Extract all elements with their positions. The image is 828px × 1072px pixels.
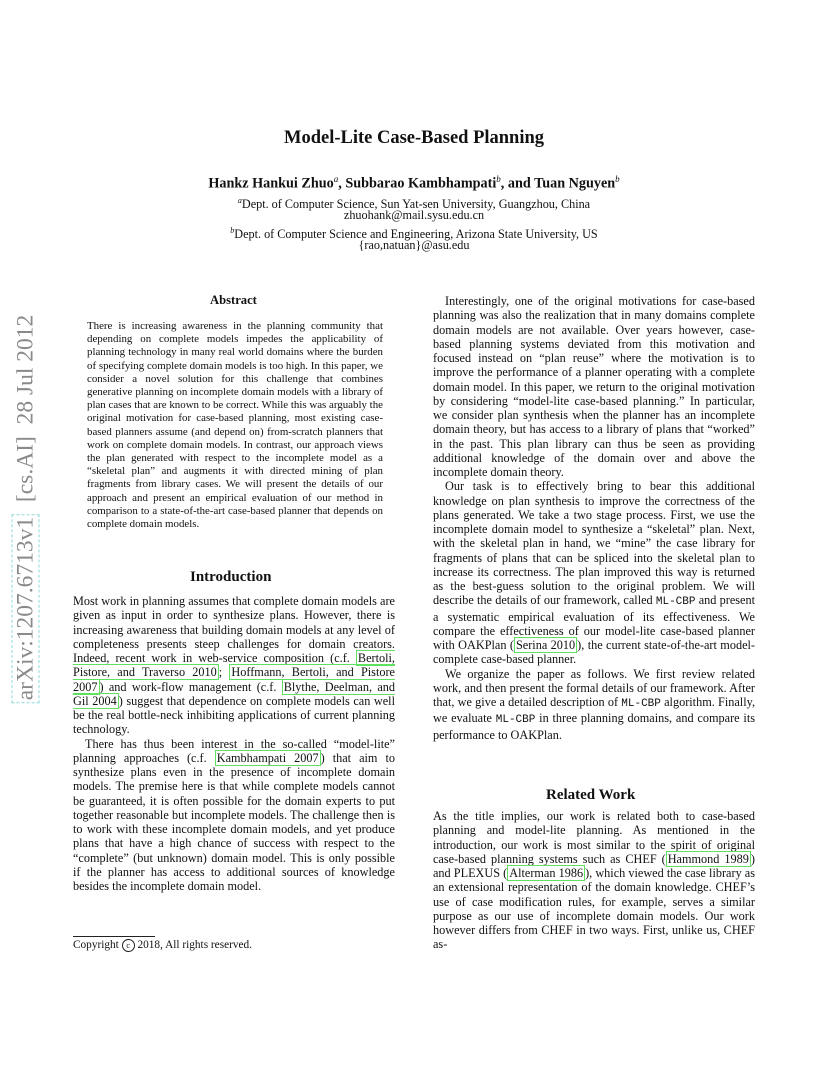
arxiv-category: [cs.AI]: [12, 436, 39, 503]
citation-link[interactable]: Bertoli, Pistore, and Traverso 2010: [73, 651, 395, 680]
text-run: ) suggest that dependence on complete models can well be the real bottle-neck inhibiting applications of current planning technology.: [73, 693, 395, 737]
citation-link[interactable]: Blythe, Deelman, and Gil 2004: [73, 679, 396, 708]
arxiv-date: 28 Jul 2012: [12, 314, 39, 425]
related-work-body: [433, 809, 755, 952]
text-run: Our task is to effectively bring to bear this additional knowledge on plan synthesis to improve the correctness of the plans generated. We take a two stage process. First, we use the incomplete domain model to synthesize a “skeletal” plan. Next, with the skeletal plan in hand, we “mine” the case library for fragments of plans that can be spliced into the skeletal plan to increase its correctness. The plan improved this way is returned as the best-guess solution to the original problem. We will describe the details of our framework, called: [433, 479, 755, 608]
text-run: Most work in planning assumes that complete domain models are given as input in order to synthesize plans. However, there is increasing awareness that building domain models at any level of completeness presents steep challenges for domain creators. Indeed, recent work in web-service composition (c.f.: [73, 594, 395, 665]
email-a: zhuohank@mail.sysu.edu.cn: [343, 208, 485, 222]
paragraph: [433, 809, 755, 952]
affiliation-text: Dept. of Computer Science and Engineering, Arizona State University, US: [234, 227, 598, 242]
citation-link[interactable]: Serina 2010: [515, 638, 576, 652]
introduction-heading: Introduction: [190, 569, 272, 585]
citation-link[interactable]: Alterman 1986: [509, 866, 584, 880]
paragraph: [433, 479, 755, 666]
abstract-heading: Abstract: [210, 293, 257, 307]
paragraph: [73, 594, 395, 737]
text-run: There has thus been interest in the so-called “model-lite” planning approaches (c.f.: [73, 736, 395, 765]
author-affiliation-mark: a: [333, 174, 339, 184]
arxiv-stamp: [13, 315, 40, 704]
text-run: ) that aim to synthesize plans even in the presence of incomplete domain models. The premise here is that while complete models cannot be guaranteed, it is often possible for the domain experts to put together reasonable but incomplete models. The challenge then is to work with these incomplete domain models, and yet produce plans that have a high chance of success with respect to the “complete” (but unknown) domain model. This is only possible if the planner has access to additional sources of knowledge besides the incomplete domain model.: [73, 750, 395, 893]
affiliation-text: Dept. of Computer Science, Sun Yat-sen University, Guangzhou, China: [241, 197, 591, 212]
citation-link[interactable]: Hoffmann, Bertoli, and Pistore 2007: [73, 665, 395, 694]
text-run: ), which viewed the case library as an extensional representation of the domain knowledge. CHEF’s use of case modification rules, for example, serves a similar purpose as our use of incomplete domain models. Our work however differs from CHEF in two ways. First, unlike us, CHEF as-: [433, 866, 755, 952]
citation-link[interactable]: Kambhampati 2007: [216, 750, 319, 765]
text-run: ) and work-flow management (c.f.: [99, 679, 282, 694]
code-name: ML-CBP: [621, 698, 661, 710]
text-run: ;: [218, 665, 230, 680]
abstract-body: There is increasing awareness in the planning community that depending on complete models impedes the applicability of planning technology in many real world domains where the burden of specifying complete domain models is too high. In this paper, we consider a novel solution for this challenge that combines generative planning on incomplete domain models with a library of plan cases that are known to be correct. While this was arguably the original motivation for case-based planning, most existing case-based planners assume (and depend on) from-scratch planners that work on complete domain models. In contrast, our approach views the plan generated with respect to the incomplete model as a “skeletal plan” and augments it with directed mining of plan fragments from library cases. We will present the details of our approach and present an empirical evaluation of our method in comparison to a state-of-the-art case-based planner that depends on complete domain models.: [87, 320, 383, 531]
code-name: ML-CBP: [655, 596, 696, 609]
arxiv-sidebar: [5, 284, 47, 734]
paragraph: [433, 667, 755, 742]
footnote-rule: [73, 936, 155, 937]
related-work-heading: Related Work: [546, 787, 636, 803]
text-run: ), the current state-of-the-art model-complete case-based planner.: [433, 638, 755, 667]
text-run: As the title implies, our work is related both to case-based planning and model-lite planning. As mentioned in the introduction, our work is most similar to the spirit of original case-based planning systems such as CHEF (: [433, 809, 755, 866]
paragraph: Interestingly, one of the original motivations for case-based planning was also the realization that in many domains complete domain models are not available. Over years however, case-based planning systems deviated from this motivation and focused instead on “plan reuse” where the motivation is to improve the performance of a planner operating with a complete domain model. In this paper, we return to the original motivation by considering “model-lite case-based planning.” In particular, we consider plan synthesis when the planner has an incomplete domain theory, but has access to a library of plans that “worked” in the past. This plan library can thus be seen as providing additional knowledge of the domain over and above the incomplete domain theory.: [433, 294, 755, 479]
email-b: {rao,natuan}@asu.edu: [358, 238, 470, 252]
citation-link[interactable]: Hammond 1989: [667, 851, 749, 866]
right-column-body: [433, 294, 755, 742]
author-name: Tuan Nguyen: [534, 175, 616, 192]
text-run: in three planning domains, and compare its performance to OAKPlan.: [433, 711, 756, 742]
arxiv-id-link[interactable]: arXiv:1207.6713v1: [12, 514, 40, 703]
author-separator: , and: [500, 175, 535, 192]
copyright-text: 2018, All rights reserved.: [137, 939, 253, 951]
text-run: and present a systematic empirical evaluation of its effectiveness. We compare the effectiveness of our model-lite case-based planner with OAKPlan (: [433, 593, 755, 652]
code-name: ML-CBP: [495, 714, 536, 727]
author-affiliation-mark: b: [496, 174, 501, 184]
affiliation-mark: b: [230, 226, 235, 235]
introduction-body: [73, 594, 395, 893]
author-separator: ,: [338, 175, 346, 192]
copyright-icon: c: [122, 939, 135, 952]
text-run: We organize the paper as follows. We first review related work, and then present the formal details of our framework. After that, we give a detailed description of: [433, 666, 755, 709]
paper-title: Model-Lite Case-Based Planning: [283, 128, 545, 148]
copyright-notice: [73, 939, 252, 952]
affiliation-mark: a: [237, 196, 242, 205]
copyright-word: Copyright: [73, 939, 119, 951]
author-affiliation-mark: b: [615, 174, 620, 184]
paragraph: [73, 737, 395, 894]
author-name: Hankz Hankui Zhuo: [208, 175, 334, 192]
author-list: [0, 174, 828, 193]
text-run: ) and PLEXUS (: [433, 851, 756, 880]
text-run: algorithm. Finally, we evaluate: [433, 695, 756, 726]
author-name: Subbarao Kambhampati: [345, 175, 497, 192]
